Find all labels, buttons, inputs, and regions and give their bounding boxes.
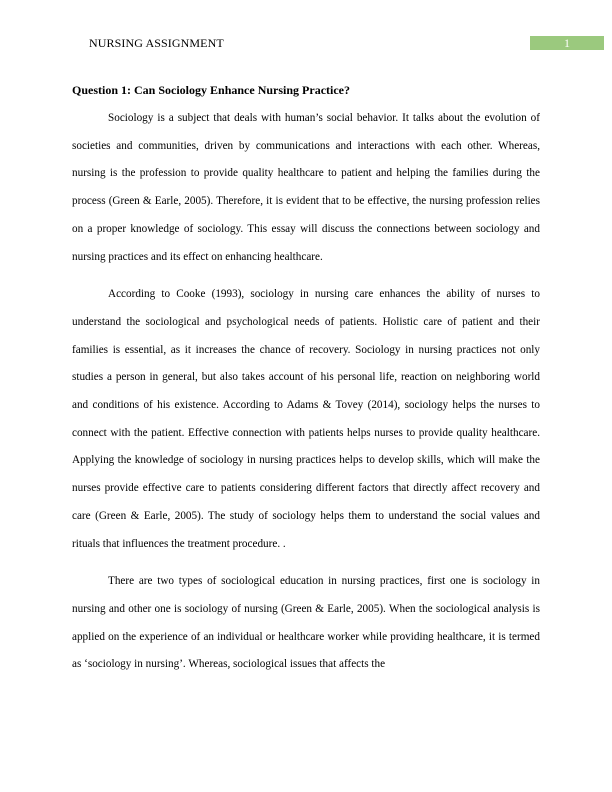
running-head: NURSING ASSIGNMENT <box>89 36 224 50</box>
paragraph-1: Sociology is a subject that deals with human’s social behavior. It talks about the evolution of societies and communities, driven by communications and interactions with each other. Whereas, nursing is the profession to provide quality healthcare to patient and helping the families during the process (Green & Earle, 2005). Therefore, it is evident that to be effective, the nursing profession relies on a proper knowledge of sociology. This essay will discuss the connections between sociology and nursing practices and its effect on enhancing healthcare. <box>72 112 540 263</box>
question-title: Question 1: Can Sociology Enhance Nursing Practice? <box>72 83 350 97</box>
page-number-badge: 1 <box>530 36 604 50</box>
paragraph-2: According to Cooke (1993), sociology in nursing care enhances the ability of nurses to understand the sociological and psychological needs of patients. Holistic care of patient and their families is essential, as it increases the chance of recovery. Sociology in nursing practices not only studies a person in general, but also takes account of his personal life, reaction on neighboring world and conditions of his existence. According to Adams & Tovey (2014), sociology helps the nurses to connect with the patient. Effective connection with patients helps nurses to provide quality healthcare. Applying the knowledge of sociology in nursing practices helps to develop skills, which will make the nurses provide effective care to patients considering different factors that directly affect recovery and care (Green & Earle, 2005). The study of sociology helps them to understand the social values and rituals that influences the treatment procedure. . <box>72 288 540 550</box>
paragraph-3: There are two types of sociological education in nursing practices, first one is sociology in nursing and other one is sociology of nursing (Green & Earle, 2005). When the sociological analysis is applied on the experience of an individual or healthcare worker while providing healthcare, it is termed as ‘sociology in nursing’. Whereas, sociological issues that affects the <box>72 575 540 671</box>
document-body <box>72 83 540 689</box>
